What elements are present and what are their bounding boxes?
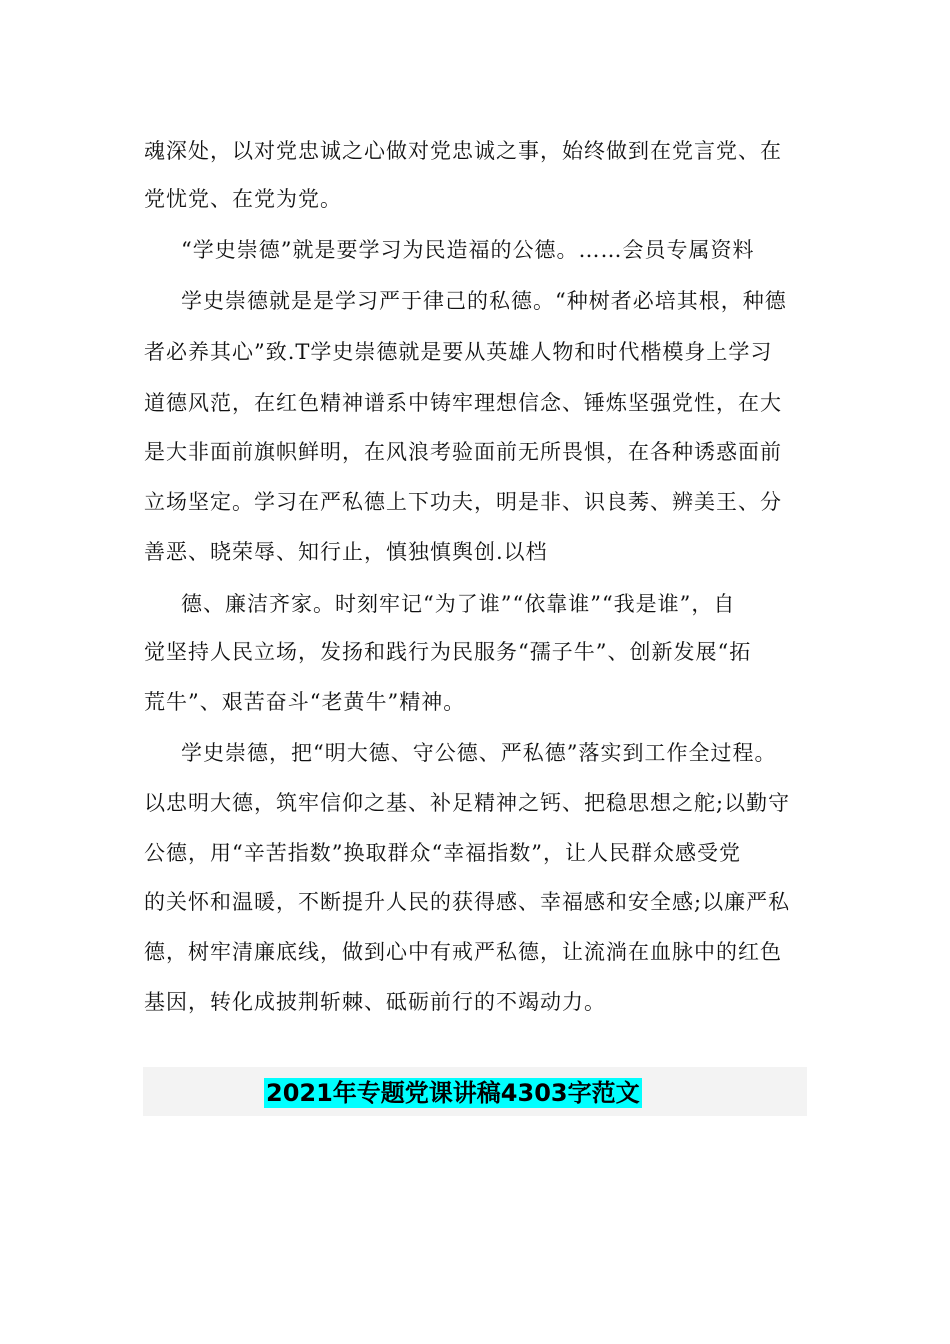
paragraph-line: 魂深处，以对党忠诚之心做对党忠诚之事，始终做到在党言党、在: [144, 139, 782, 163]
paragraph-line: 者必养其心”致.T学史崇德就是要从英雄人物和时代楷模身上学习: [144, 340, 773, 364]
paragraph-line: 善恶、晓荣辱、知行止，慎独慎舆创.以档: [144, 540, 548, 564]
paragraph-line: 以忠明大德，筑牢信仰之基、补足精神之钙、把稳思想之舵;以勤守: [144, 791, 791, 815]
paragraph-line: 公德，用“辛苦指数”换取群众“幸福指数”，让人民群众感受党: [144, 841, 741, 865]
paragraph-line: 是大非面前旗帜鲜明，在风浪考验面前无所畏惧，在各种诱惑面前: [144, 440, 782, 464]
paragraph-line: 德、廉洁齐家。时刻牢记“为了谁”“依靠谁”“我是谁”，自: [181, 592, 736, 616]
paragraph-line: 道德风范，在红色精神谱系中铸牢理想信念、锤炼坚强党性，在大: [144, 391, 782, 415]
paragraph-line: 荒牛”、艰苦奋斗“老黄牛”精神。: [144, 690, 466, 714]
paragraph-line: 的关怀和温暖，不断提升人民的获得感、幸福感和安全感;以廉严私: [144, 890, 791, 914]
paragraph-line: 立场坚定。学习在严私德上下功夫，明是非、识良莠、辨美王、分: [144, 490, 782, 514]
paragraph-line: “学史崇德”就是要学习为民造福的公德。……会员专属资料: [181, 238, 755, 262]
paragraph-line: 德，树牢清廉底线，做到心中有戒严私德，让流淌在血脉中的红色: [144, 940, 782, 964]
paragraph-line: 学史崇德就是是学习严于律己的私德。“种树者必培其根，种德: [181, 289, 787, 313]
paragraph-line: 基因，转化成披荆斩棘、砥砺前行的不竭动力。: [144, 990, 606, 1014]
section-heading: 2021年专题党课讲稿4303字范文: [266, 1079, 640, 1107]
paragraph-line: 党忧党、在党为党。: [144, 187, 342, 211]
paragraph-line: 学史崇德，把“明大德、守公德、严私德”落实到工作全过程。: [181, 741, 777, 765]
paragraph-line: 觉坚持人民立场，发扬和践行为民服务“孺子牛”、创新发展“拓: [144, 640, 752, 664]
